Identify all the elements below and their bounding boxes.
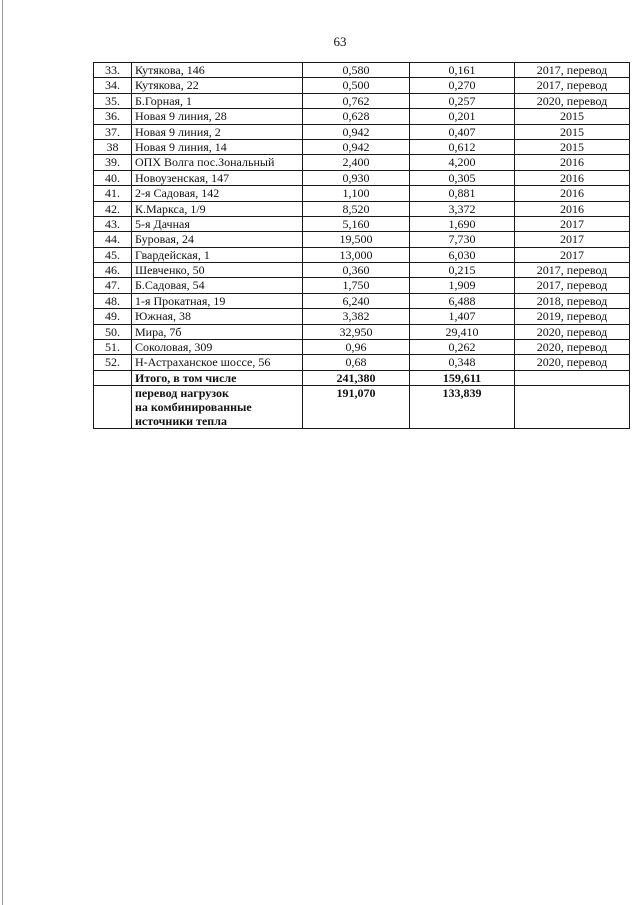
- row-value-2: 0,407: [410, 124, 515, 139]
- transfer-label-line: источники тепла: [135, 414, 227, 429]
- row-number: 49.: [94, 309, 132, 324]
- page-number: 63: [333, 34, 347, 49]
- table-row: [94, 78, 630, 93]
- transfer-value-2: 133,839: [410, 386, 515, 429]
- row-value-1: 0,500: [303, 78, 410, 93]
- table-row: [94, 293, 630, 308]
- row-address: Новоузенская, 147: [132, 170, 303, 185]
- row-number: 39.: [94, 155, 132, 170]
- heat-load-table: [93, 62, 630, 429]
- table-row: [94, 139, 630, 154]
- row-number: 51.: [94, 340, 132, 355]
- row-year: 2015: [515, 139, 630, 154]
- row-year: 2016: [515, 186, 630, 201]
- row-value-2: 1,690: [410, 216, 515, 231]
- total-label: Итого, в том числе: [132, 370, 303, 385]
- row-year: 2016: [515, 170, 630, 185]
- row-value-1: 5,160: [303, 216, 410, 231]
- row-value-1: 0,930: [303, 170, 410, 185]
- row-value-2: 0,201: [410, 109, 515, 124]
- row-address: Соколовая, 309: [132, 340, 303, 355]
- row-value-1: 0,942: [303, 139, 410, 154]
- row-address: 1-я Прокатная, 19: [132, 293, 303, 308]
- row-number: 38: [94, 139, 132, 154]
- table-row: [94, 309, 630, 324]
- row-year: 2020, перевод: [515, 355, 630, 370]
- row-year: 2017, перевод: [515, 63, 630, 78]
- table-row: [94, 324, 630, 339]
- row-number: 52.: [94, 355, 132, 370]
- row-number: 41.: [94, 186, 132, 201]
- row-value-1: 0,628: [303, 109, 410, 124]
- transfer-year-cell: [515, 386, 630, 429]
- transfer-label: [132, 386, 303, 429]
- transfer-row: [94, 386, 630, 429]
- row-address: Мира, 7б: [132, 324, 303, 339]
- row-value-1: 0,942: [303, 124, 410, 139]
- total-value-2: 159,611: [410, 370, 515, 385]
- table-row: [94, 186, 630, 201]
- row-value-1: 1,100: [303, 186, 410, 201]
- row-value-1: 1,750: [303, 278, 410, 293]
- row-number: 40.: [94, 170, 132, 185]
- row-value-1: 3,382: [303, 309, 410, 324]
- row-value-2: 0,881: [410, 186, 515, 201]
- row-value-2: 3,372: [410, 201, 515, 216]
- row-value-1: 8,520: [303, 201, 410, 216]
- table-row: [94, 278, 630, 293]
- table-row: [94, 63, 630, 78]
- total-num-cell: [94, 370, 132, 385]
- row-year: 2020, перевод: [515, 324, 630, 339]
- row-number: 48.: [94, 293, 132, 308]
- total-year-cell: [515, 370, 630, 385]
- row-year: 2017: [515, 216, 630, 231]
- table-row: [94, 201, 630, 216]
- row-value-1: 19,500: [303, 232, 410, 247]
- row-value-2: 6,030: [410, 247, 515, 262]
- row-value-1: 0,580: [303, 63, 410, 78]
- total-row: [94, 370, 630, 385]
- transfer-label-line: на комбинированные: [135, 400, 252, 415]
- row-year: 2017, перевод: [515, 78, 630, 93]
- row-value-1: 0,68: [303, 355, 410, 370]
- total-value-1: 241,380: [303, 370, 410, 385]
- row-address: Южная, 38: [132, 309, 303, 324]
- row-year: 2017, перевод: [515, 263, 630, 278]
- row-value-2: 1,909: [410, 278, 515, 293]
- table-row: [94, 216, 630, 231]
- row-address: Новая 9 линия, 14: [132, 139, 303, 154]
- row-value-2: 4,200: [410, 155, 515, 170]
- row-number: 50.: [94, 324, 132, 339]
- row-year: 2017: [515, 232, 630, 247]
- transfer-label-line: перевод нагрузок: [135, 386, 229, 401]
- row-value-1: 2,400: [303, 155, 410, 170]
- row-address: Кутякова, 22: [132, 78, 303, 93]
- row-value-2: 0,348: [410, 355, 515, 370]
- row-year: 2015: [515, 109, 630, 124]
- row-value-1: 0,96: [303, 340, 410, 355]
- table-row: [94, 263, 630, 278]
- row-address: 2-я Садовая, 142: [132, 186, 303, 201]
- row-number: 45.: [94, 247, 132, 262]
- row-number: 33.: [94, 63, 132, 78]
- transfer-num-cell: [94, 386, 132, 429]
- row-value-1: 6,240: [303, 293, 410, 308]
- transfer-value-1: 191,070: [303, 386, 410, 429]
- row-year: 2015: [515, 124, 630, 139]
- row-address: Новая 9 линия, 2: [132, 124, 303, 139]
- row-value-2: 0,270: [410, 78, 515, 93]
- row-value-1: 0,762: [303, 93, 410, 108]
- row-year: 2016: [515, 155, 630, 170]
- row-number: 47.: [94, 278, 132, 293]
- row-year: 2018, перевод: [515, 293, 630, 308]
- row-year: 2016: [515, 201, 630, 216]
- table-row: [94, 232, 630, 247]
- table-row: [94, 170, 630, 185]
- row-address: ОПХ Волга пос.Зональный: [132, 155, 303, 170]
- row-number: 37.: [94, 124, 132, 139]
- table-row: [94, 109, 630, 124]
- row-number: 34.: [94, 78, 132, 93]
- row-number: 36.: [94, 109, 132, 124]
- row-value-2: 0,161: [410, 63, 515, 78]
- row-value-2: 29,410: [410, 324, 515, 339]
- table-row: [94, 124, 630, 139]
- table-row: [94, 340, 630, 355]
- row-value-1: 0,360: [303, 263, 410, 278]
- table-row: [94, 355, 630, 370]
- row-number: 44.: [94, 232, 132, 247]
- row-address: Гвардейская, 1: [132, 247, 303, 262]
- row-value-1: 32,950: [303, 324, 410, 339]
- row-value-2: 0,257: [410, 93, 515, 108]
- scan-left-edge: [2, 0, 3, 905]
- row-value-2: 7,730: [410, 232, 515, 247]
- row-value-2: 0,215: [410, 263, 515, 278]
- table-row: [94, 155, 630, 170]
- row-address: Шевченко, 50: [132, 263, 303, 278]
- table-row: [94, 247, 630, 262]
- row-value-2: 0,262: [410, 340, 515, 355]
- row-value-1: 13,000: [303, 247, 410, 262]
- row-year: 2017, перевод: [515, 278, 630, 293]
- row-value-2: 1,407: [410, 309, 515, 324]
- row-number: 43.: [94, 216, 132, 231]
- row-number: 35.: [94, 93, 132, 108]
- row-year: 2020, перевод: [515, 340, 630, 355]
- row-address: Н-Астраханское шоссе, 56: [132, 355, 303, 370]
- row-year: 2020, перевод: [515, 93, 630, 108]
- row-number: 46.: [94, 263, 132, 278]
- row-address: Б.Горная, 1: [132, 93, 303, 108]
- row-address: 5-я Дачная: [132, 216, 303, 231]
- row-year: 2019, перевод: [515, 309, 630, 324]
- table-row: [94, 93, 630, 108]
- row-address: Буровая, 24: [132, 232, 303, 247]
- row-address: Б.Садовая, 54: [132, 278, 303, 293]
- row-address: Новая 9 линия, 28: [132, 109, 303, 124]
- row-address: К.Маркса, 1/9: [132, 201, 303, 216]
- row-value-2: 6,488: [410, 293, 515, 308]
- table-body: [94, 63, 630, 429]
- row-address: Кутякова, 146: [132, 63, 303, 78]
- row-year: 2017: [515, 247, 630, 262]
- row-value-2: 0,612: [410, 139, 515, 154]
- row-value-2: 0,305: [410, 170, 515, 185]
- row-number: 42.: [94, 201, 132, 216]
